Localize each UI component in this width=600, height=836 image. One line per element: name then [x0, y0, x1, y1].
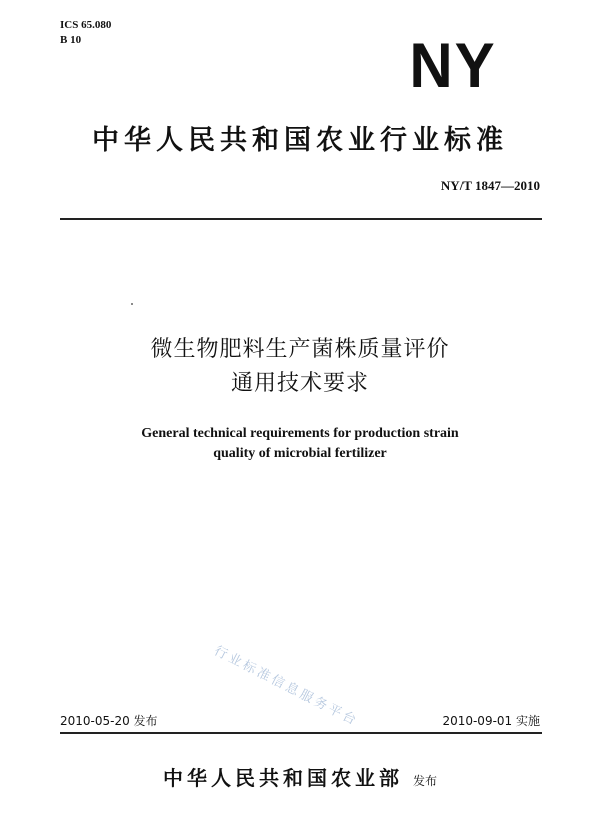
issue-date: 2010-05-20 发布: [60, 714, 158, 728]
header-divider: [60, 218, 542, 220]
watermark: 行业标准信息服务平台: [211, 643, 361, 730]
title-en-line2: quality of microbial fertilizer: [213, 446, 387, 461]
implementation-date: 2010-09-01 实施: [442, 714, 540, 728]
footer-divider: [60, 732, 542, 734]
speck-mark: [131, 303, 133, 305]
issuer-suffix: 发布: [412, 774, 437, 788]
standard-code: NY/T 1847—2010: [440, 178, 540, 193]
title-en-line1: General technical requirements for production strain: [141, 426, 459, 441]
title-cn-line2: 通用技术要求: [230, 371, 369, 396]
ics-code: ICS 65.080: [60, 19, 112, 31]
standard-type-heading: 中华人民共和国农业行业标准: [92, 125, 508, 156]
title-cn-line1: 微生物肥料生产菌株质量评价: [150, 337, 450, 362]
ccs-code: B 10: [60, 34, 82, 46]
issuer-name: 中华人民共和国农业部: [162, 766, 403, 790]
issuer-line: [0, 762, 600, 791]
ny-logo: NY: [409, 30, 497, 101]
classification-codes: [60, 18, 111, 48]
